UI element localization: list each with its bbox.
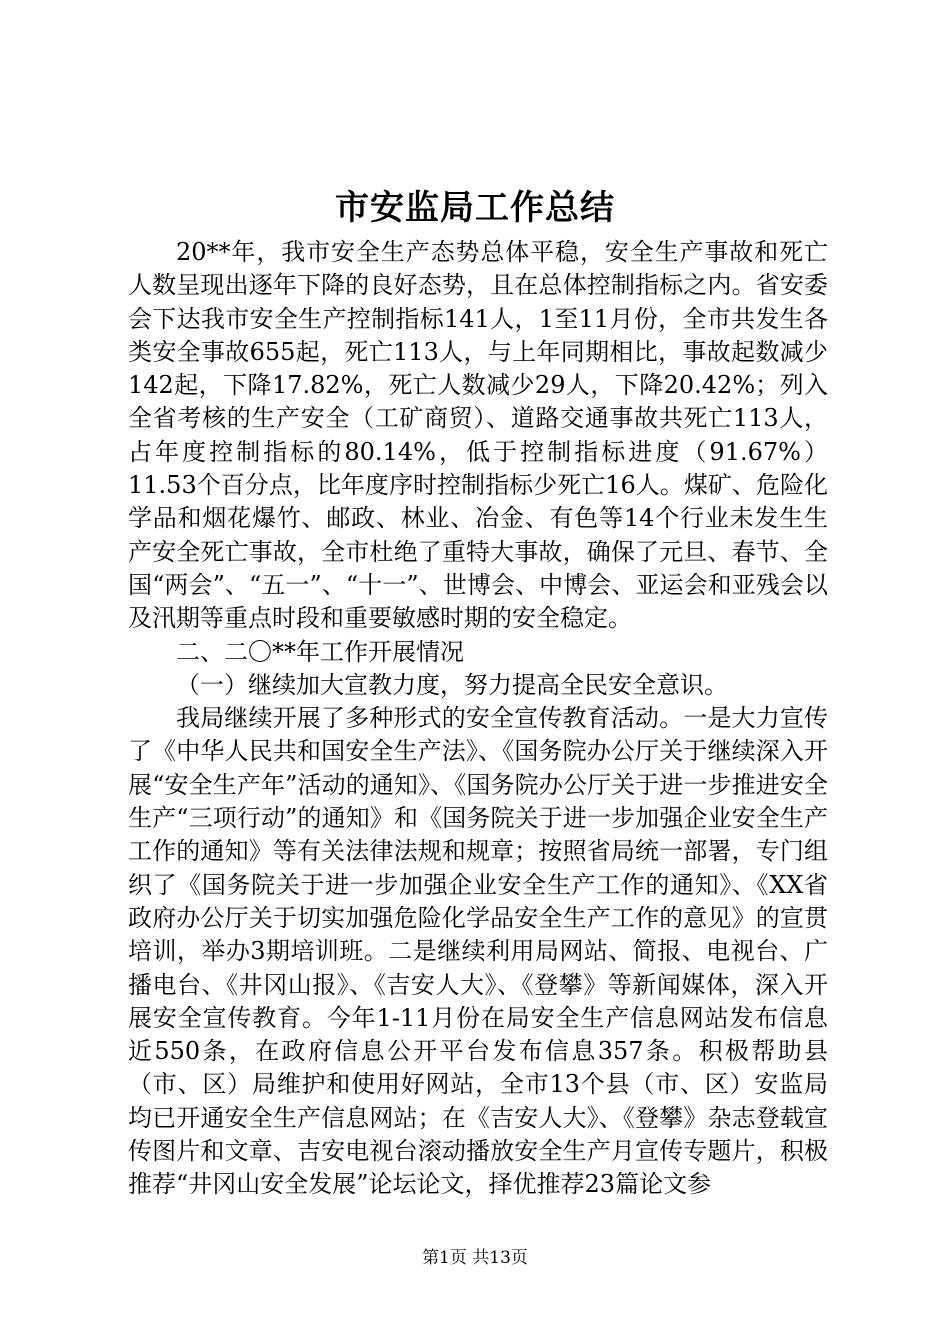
page-number-footer: 第1页 共13页 xyxy=(422,1248,528,1268)
section-heading: 二、二〇**年工作开展情况 xyxy=(176,637,464,666)
subsection-heading: （一）继续加大宣教力度，努力提高全民安全意识。 xyxy=(176,670,728,699)
paragraph-summary: 20**年，我市安全生产态势总体平稳，安全生产事故和死亡人数呈现出逐年下降的良好态势，且在总体控制指标之内。省安委会下达我市安全生产控制指标141人，1至11月份，全市共发生各类安全事故655起，死亡113人，与上年同期相比，事故起数减少142起，下降17.82%，死亡人数减少29人，下降20.42%；列入全省考核的生产安全（工矿商贸）、道路交通事故共死亡113人，占年度控制指标的80.14%，低于控制指标进度（91.67%）11.53个百分点，比年度序时控制指标少死亡16人。煤矿、危险化学品和烟花爆竹、邮政、林业、冶金、有色等14个行业未发生生产安全死亡事故，全市杜绝了重特大事故，确保了元旦、春节、全国“两会”、“五一”、“十一”、世博会、中博会、亚运会和亚残会以及汛期等重点时段和重要敏感时期的安全稳定。 xyxy=(128,238,828,633)
document-body xyxy=(128,236,828,1202)
document-title: 市安监局工作总结 xyxy=(335,188,615,228)
paragraph-publicity: 我局继续开展了多种形式的安全宣传教育活动。一是大力宣传了《中华人民共和国安全生产法》、《国务院办公厅关于继续深入开展“安全生产年”活动的通知》、《国务院办公厅关于进一步推进安全生产“三项行动”的通知》和《国务院关于进一步加强企业安全生产工作的通知》等有关法律法规和规章；按照省局统一部署，专门组织了《国务院关于进一步加强企业安全生产工作的通知》、《XX省政府办公厅关于切实加强危险化学品安全生产工作的意见》的宣贯培训，举办3期培训班。二是继续利用局网站、简报、电视台、广播电台、《井冈山报》、《吉安人大》、《登攀》等新闻媒体，深入开展安全宣传教育。今年1-11月份在局安全生产信息网站发布信息近550条，在政府信息公开平台发布信息357条。积极帮助县（市、区）局维护和使用好网站，全市13个县（市、区）安监局均已开通安全生产信息网站；在《吉安人大》、《登攀》杂志登载宣传图片和文章、吉安电视台滚动播放安全生产月宣传专题片，积极推荐“井冈山安全发展”论坛论文，择优推荐23篇论文参 xyxy=(128,704,828,1199)
